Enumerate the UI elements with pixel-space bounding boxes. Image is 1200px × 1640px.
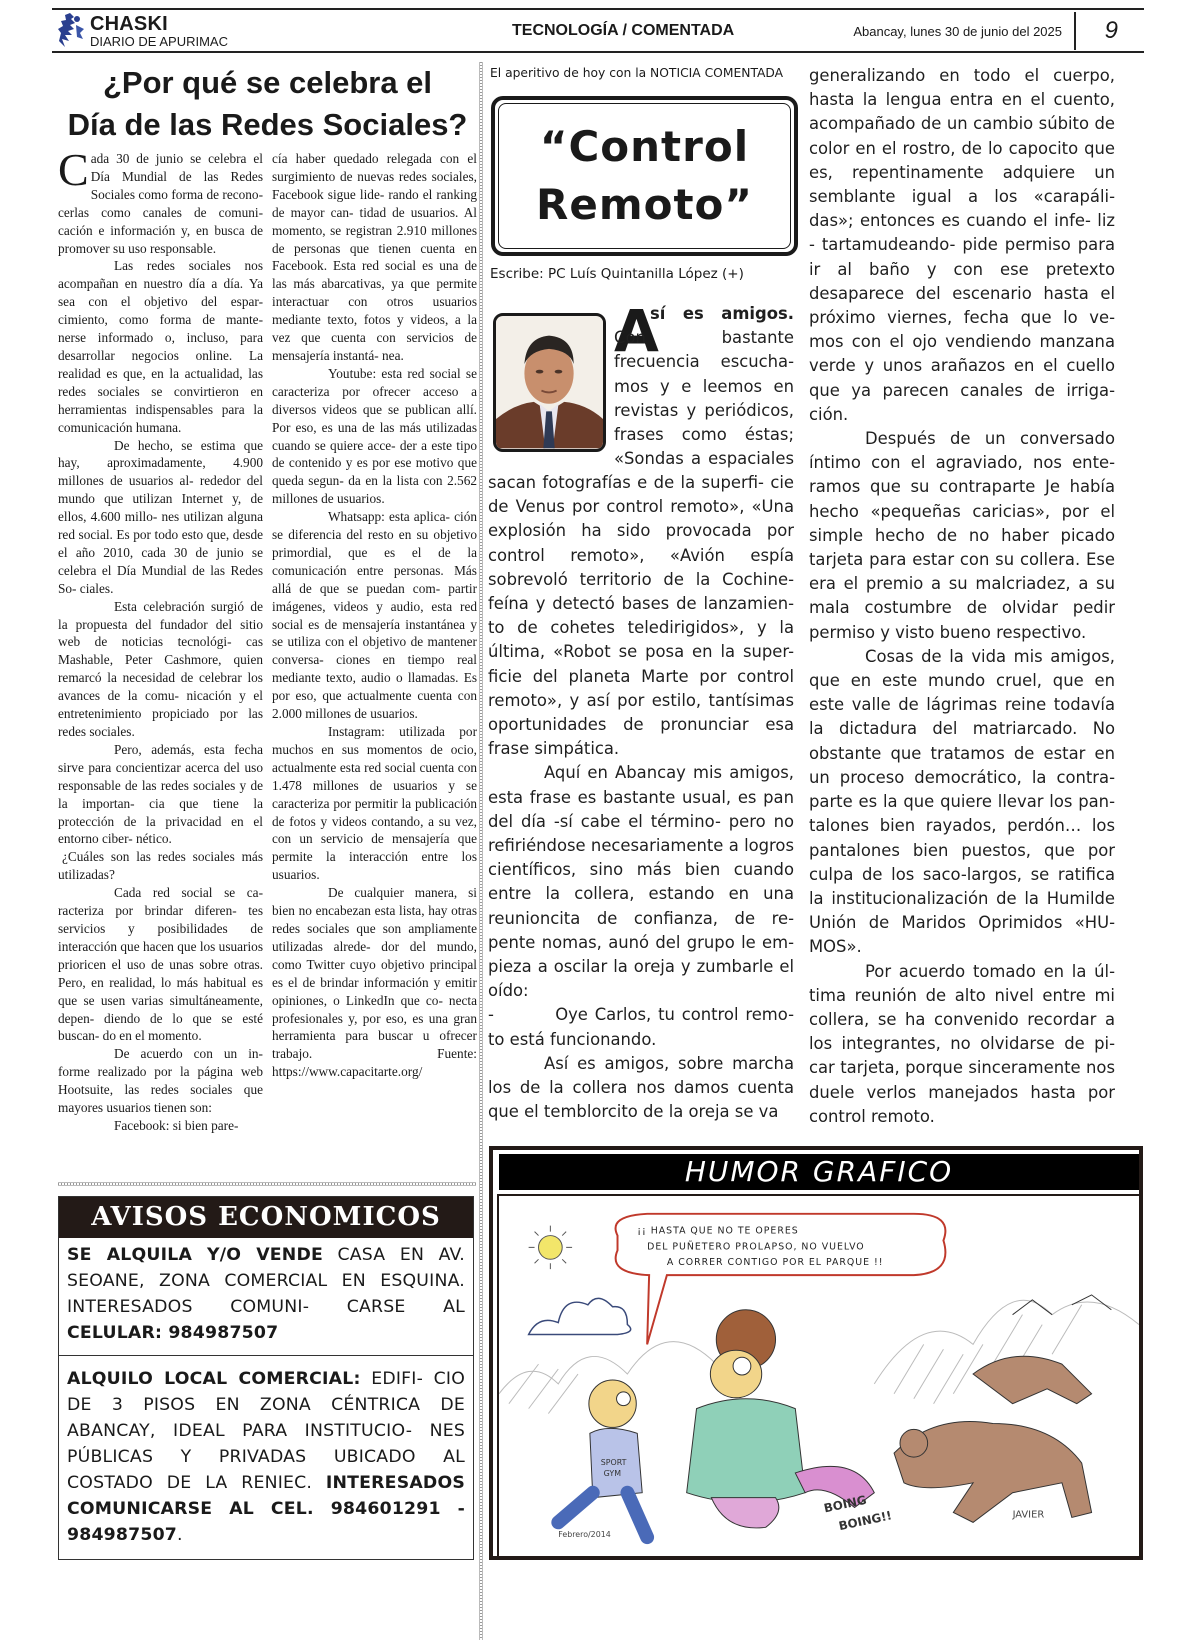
bubble-line: ¡¡ HASTA QUE NO TE OPERES [637, 1225, 799, 1237]
paragraph: Cosas de la vida mis amigos, que en este mundo cruel, que en este valle de lágrimas reine todavía la dictadura del matriarcado. No obstante que tratamos de estar en un proceso democrático, la contra- parte es la que quiere llevar los pan- talones bien rayados, perdón… los pantalones bien puestos, que por culpa de los saco-largos, se ratifica la institucionalización de la Humilde Unión de Maridos Oprimidos «HU- MOS». [809, 646, 1115, 957]
article-title [55, 62, 480, 146]
ad-phone: INTERESADOS COMUNICARSE AL CEL. 984601291 - 984987507 [67, 1473, 465, 1545]
wrap-line: frecuencia escucha- [614, 352, 794, 372]
paragraph: Después de un conversado íntimo con el agraviado, nos ente- ramos que su contraparte Je había hecho «pequeñas caricias», por el simple hecho de no haber picado tarjeta para estar con su collera. Ese era el premio a su malcriadez, a su mala costumbre de olvidar pedir permiso y visto bueno respectivo. [809, 429, 1115, 642]
paragraph: Cada red social se ca- racteriza por brindar diferen- tes servicios y posibilidades de interacción que hacen que los usuarios prioricen el uso de unas sobre otras. Pero, en realidad, lo más habitual es que se usen varias simultáneamente, depen- diendo de lo que se esté buscan- do en el momento. [58, 885, 263, 1044]
wrap-line: mos y e leemos en [614, 376, 794, 396]
lead-wrap [614, 297, 794, 471]
paragraph: Pero, además, esta fecha sirve para concientizar acerca del uso responsable de las redes sociales y de la importan- cia que tiene la protección de la privacidad en el entorno ciber- nético. [58, 741, 263, 847]
cartoon-date: Febrero/2014 [558, 1530, 611, 1540]
wrap-line: revistas y periódicos, [614, 400, 794, 420]
paragraph: Las redes sociales nos acompañan en nuestro día a día. Ya sea con el objetivo del espar- cimiento, como forma de mante- nerse informado o, incluso, para desarrollar negocios online. La realidad es que, en la actualidad, las redes sociales se convirtieron en herramientas indispensables para la comunicación humana. [58, 258, 263, 435]
dateline: Abancay, lunes 30 de junio del 2025 [853, 24, 1062, 39]
page-number: 9 [1104, 17, 1118, 44]
dogs-icon [894, 1295, 1111, 1522]
column-rule [479, 62, 483, 1640]
byline: Escribe: PC Luís Quintanilla López (+) [490, 266, 744, 282]
paragraph: sacan fotografías e de la superfi- cie de Venus por control remoto», «Una explosión ha sido provocada por control remoto», «Avión espía sobrevoló territorio de la Cochine- feína y detectó bases de lanzamien- to de cohetes teledirigidos», y la última, «Robot se posa en la super- ficie del planeta Marte por control remoto», y así por estilo, tantísimas oportunidades de pronunciar esa frase simpática. [488, 473, 794, 759]
author-photo [493, 313, 606, 452]
paragraph: generalizando en todo el cuerpo, hasta la lengua entra en el cuento, acompañado de un cambio súbito de color en el rostro, de lo capocito que es, repentinamente adquiere un semblante igual a los «carapáli- das»; entonces es cuando el infe- liz - tartamudeando- pide permiso para ir al baño y con ese pretexto desaparece del escenario hasta el próximo viernes, fecha que lo ve- mos con el ojo vendiendo manzana verde y unos arañazos en el cuello que ya parecen canales de irriga- ción. [809, 66, 1115, 424]
bubble-line: DEL PUÑETERO PROLAPSO, NO VUELVO [647, 1241, 865, 1253]
logo-subtitle: DIARIO DE APURIMAC [90, 33, 228, 49]
wrap-line: frases como éstas; [614, 425, 794, 445]
cloud-icon [529, 1298, 631, 1334]
ad-phone: CELULAR: 984987507 [67, 1323, 279, 1343]
ad-text: EDIFI- CIO DE 3 PISOS EN ZONA CÉNTRICA DE ABANCAY, IDEAL PARA INSTITUCIO- NES PÚBLICAS Y PRIVADAS UBICADO AL COSTADO DE LA RENIEC. [67, 1369, 465, 1493]
comic-frame [497, 1194, 1139, 1556]
drop-cap: A [614, 297, 659, 365]
wrap-line: «Sondas a espaciales [614, 449, 794, 469]
paragraph: cía haber quedado relegada con el surgimiento de nuevas redes sociales, Facebook sigue lide- rando el ranking de mayor can- tidad de usuarios. Al momento, se registran 2.910 millones de personas que tienen cuenta en Facebook. Esta red social es una de las más abarcativas, ya que permite interactuar con otros usuarios mediante texto, fotos y videos, a la vez que cuenta con servicios de mensajería instantá- nea. [272, 151, 477, 363]
paragraph: Youtube: esta red social se caracteriza por ofrecer acceso a diversos videos que se publican allí. Por eso, es una de las más utilizadas cuando se quiere acce- der a este tipo de contenido y es por ese motivo que queda segun- da en la lista con 2.562 millones de usuarios. [272, 365, 477, 507]
article-column-2 [272, 150, 477, 1081]
classified-ads [58, 1196, 474, 1560]
cartoonist-signature: JAVIER [1012, 1509, 1045, 1521]
header-divider [1074, 12, 1076, 50]
paragraph: Instagram: utilizada por muchos en sus momentos de ocio, actualmente esta red social cuenta con 1.478 millones de usuarios y se caracteriza por permitir la publicación de fotos y videos contando, a su vez, con un servicio de mensajería que permite la interacción entre los usuarios. [272, 724, 477, 883]
sound-effect: BOING!! [837, 1508, 894, 1534]
shirt-text: GYM [603, 1468, 622, 1478]
article-title-line: Día de las Redes Sociales? [67, 107, 468, 142]
paragraph: De hecho, se estima que hay, aproximadamente, 4.900 millones de usuarios al- rededor del mundo que utilizan Internet y, de ellos, 4.600 millo- nes utilizan alguna red social. Es por todo esto que, desde el año 2010, cada 30 de junio se celebra el Día Mundial de las Redes So- ciales. [58, 437, 263, 596]
paragraph: Esta celebración surgió de la propuesta del fundador del sitio web de noticias tecnológi- cas Mashable, Peter Cashmore, quien remarcó la necesidad de celebrar los avances de la comu- nicación y el entretenimiento propiciado por las redes sociales. [58, 598, 263, 739]
sun-icon [529, 1226, 572, 1270]
comic-heading: HUMOR GRAFICO [499, 1154, 1139, 1190]
article-column-1 [58, 144, 263, 1135]
opinion-title-line: “Control [539, 122, 750, 171]
bubble-line: A CORRER CONTIGO POR EL PARQUE !! [666, 1257, 884, 1269]
classified-ad [59, 1238, 473, 1356]
paragraph: Facebook: si bien pare- [114, 1117, 239, 1133]
wrap-line: Con bastante [614, 328, 794, 348]
drop-cap: C [58, 144, 89, 195]
classified-ad: ALQUILO LOCAL COMERCIAL: EDIFI- CIO DE 3 PISOS EN ZONA CÉNTRICA DE ABANCAY, IDEAL PARA INSTITUCIO- NES PÚBLICAS Y PRIVADAS UBICADO AL COSTADO DE LA RENIEC. INTERESADOS COMUNICARSE AL CEL. 984601291 - 984987507. [67, 1369, 465, 1545]
chaski-runner-logo-icon [56, 11, 86, 51]
paragraph: Aquí en Abancay mis amigos, esta frase es bastante usual, es pan del día -sí cabe el término- pero no refiriéndose necesariamente a logros científicos, sino más bien cuando entre la collera, estando en una reunioncita de confianza, de re- pente nomas, aunó del grupo le em- pieza a oscilar la oreja y zumbarle el oído: [488, 763, 794, 1001]
subheading: ¿Cuáles son las redes sociales más utilizadas? [58, 849, 263, 883]
paragraph: Por acuerdo tomado en la úl- tima reunión de alto nivel entre mi collera, se ha convenido recordar a los integrantes, no olvidarse de pi- car tarjeta, porque sinceramente nos duele verlos manejados hasta por control remoto. [809, 961, 1115, 1126]
ad-lead: ALQUILO LOCAL COMERCIAL: [67, 1369, 361, 1389]
masthead [52, 8, 1144, 53]
ad-text: CASA EN AV. SEOANE, ZONA COMERCIAL EN ESQUINA. INTERESADOS COMUNI- CARSE AL [67, 1245, 465, 1317]
opinion-title [498, 103, 791, 249]
logo-title: CHASKI [90, 12, 168, 35]
section-rule [58, 1182, 476, 1186]
logo [56, 10, 228, 51]
sound-effect: BOING [822, 1492, 868, 1516]
paragraph: - Oye Carlos, tu control remo- to está funcionando. [488, 1005, 794, 1049]
paragraph: Así es amigos, sobre marcha los de la collera nos damos cuenta que el temblorcito de la oreja se va [488, 1053, 794, 1122]
paragraph: Cada 30 de junio se celebra el Día Mundial de las Redes Sociales como forma de recono- cerlas como canales de comuni- cación e información y, en busca de promover su uso responsable. [58, 144, 263, 256]
opinion-title-box [491, 96, 798, 256]
shirt-text: SPORT [600, 1458, 627, 1468]
cartoon-drawing [499, 1196, 1139, 1556]
paragraph: De acuerdo con un in- forme realizado por la página web Hootsuite, las redes sociales que mayores usuarios tienen son: [58, 1046, 263, 1116]
paragraph: De cualquier manera, si bien no encabezan esta lista, hay otras redes sociales que son ampliamente utilizadas alrede- dor del mundo, como Twitter cuyo objetivo principal es el de brindar información y emitir opiniones, o LinkedIn que co- necta profesionales y, por eso, es una gran herramienta para buscar u ofrecer trabajo. Fuente: https://www.capacitarte.org/ [272, 885, 477, 1080]
lead-bold: sí es amigos. [650, 304, 794, 323]
column-kicker: El aperitivo de hoy con la NOTICIA COMENTADA [490, 66, 784, 80]
classified-heading: AVISOS ECONOMICOS [59, 1197, 473, 1238]
opinion-column-1 [488, 471, 794, 1124]
article-title-line: ¿Por qué se celebra el [102, 65, 433, 100]
opinion-title-line: Remoto” [536, 180, 753, 229]
author-portrait-icon [496, 316, 603, 449]
comic-panel [489, 1146, 1143, 1560]
section-title: TECNOLOGÍA / COMENTADA [512, 22, 735, 39]
opinion-column-2 [809, 64, 1115, 1129]
paragraph: Whatsapp: esta aplica- ción se diferencia del resto en su objetivo primordial, que es el de la comunicación entre personas. Más allá de que se puedan com- partir imágenes, videos y audio, esta red social es de mensajería instantánea y se utiliza con el objetivo de mantener conversa- ciones en tiempo real mediante texto, audio o llamadas. Es por eso, que actualmente cuenta con 2.000 millones de usuarios. [272, 509, 477, 722]
ad-lead: SE ALQUILA Y/O VENDE [67, 1245, 323, 1265]
running-man-icon [558, 1380, 647, 1540]
running-woman-icon [687, 1310, 875, 1528]
